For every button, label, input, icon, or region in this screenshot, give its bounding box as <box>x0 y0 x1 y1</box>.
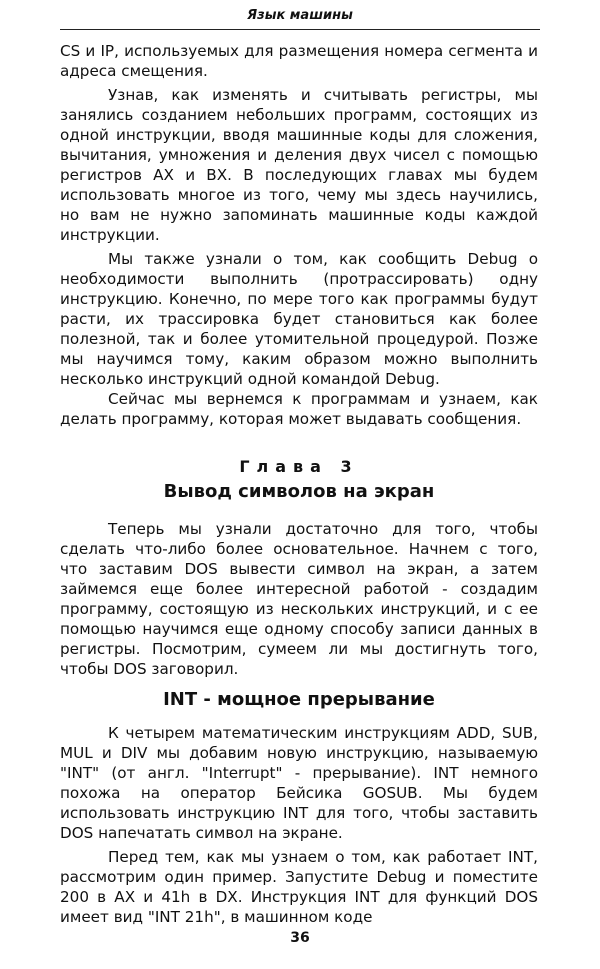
paragraph: Перед тем, как мы узнаем о том, как работает INT, рассмотрим один пример. Запустите Debug и поместите 200 в AX и 41h в DX. Инструкция INT для функций DOS имеет вид "INT 21h", в машинном коде <box>60 848 538 926</box>
paragraph: Теперь мы узнали достаточно для того, чтобы сделать что-либо более основательное. Начнем с того, что заставим DOS вывести символ на экран, а затем займемся еще более интересной работой - создадим программу, состоящую из нескольких инструкций, и с ее помощью научимся еще одному способу записи данных в регистры. Посмотрим, сумеем ли мы достигнуть того, чтобы DOS заговорил. <box>60 520 538 678</box>
section-title: INT - мощное прерывание <box>163 689 435 710</box>
paragraph: К четырем математическим инструкциям ADD, SUB, MUL и DIV мы добавим новую инструкцию, называемую "INT" (от англ. "Interrupt" - прерывание). INT немного похожа на оператор Бейсика GOSUB. Мы будем использовать инструкцию INT для того, чтобы заставить DOS напечатать символ на экране. <box>60 724 538 842</box>
header-rule <box>60 29 540 30</box>
paragraph: CS и IP, используемых для размещения номера сегмента и адреса смещения. <box>60 42 538 80</box>
paragraph: Узнав, как изменять и считывать регистры, мы занялись созданием небольших программ, состоящих из одной инструкции, вводя машинные коды для сложения, вычитания, умножения и деления двух чисел с помощью регистров AX и BX. В последующих главах мы будем использовать многое из того, чему мы здесь научились, но вам не нужно запоминать машинные коды каждой инструкции. <box>60 86 538 244</box>
paragraph: Мы также узнали о том, как сообщить Debug о необходимости выполнить (протрассировать) одну инструкцию. Конечно, по мере того как программы будут расти, их трассировка будет становиться как более полезной, так и более утомительной процедурой. Позже мы научимся тому, каким образом можно выполнить несколько инструкций одной командой Debug. <box>60 250 538 388</box>
paragraph: Сейчас мы вернемся к программам и узнаем, как делать программу, которая может выдавать сообщения. <box>60 390 538 428</box>
page-body <box>60 41 538 927</box>
chapter-label: Глава 3 <box>239 457 359 476</box>
running-header: Язык машины <box>247 8 353 23</box>
page-number: 36 <box>290 930 310 946</box>
chapter-title: Вывод символов на экран <box>163 481 435 502</box>
